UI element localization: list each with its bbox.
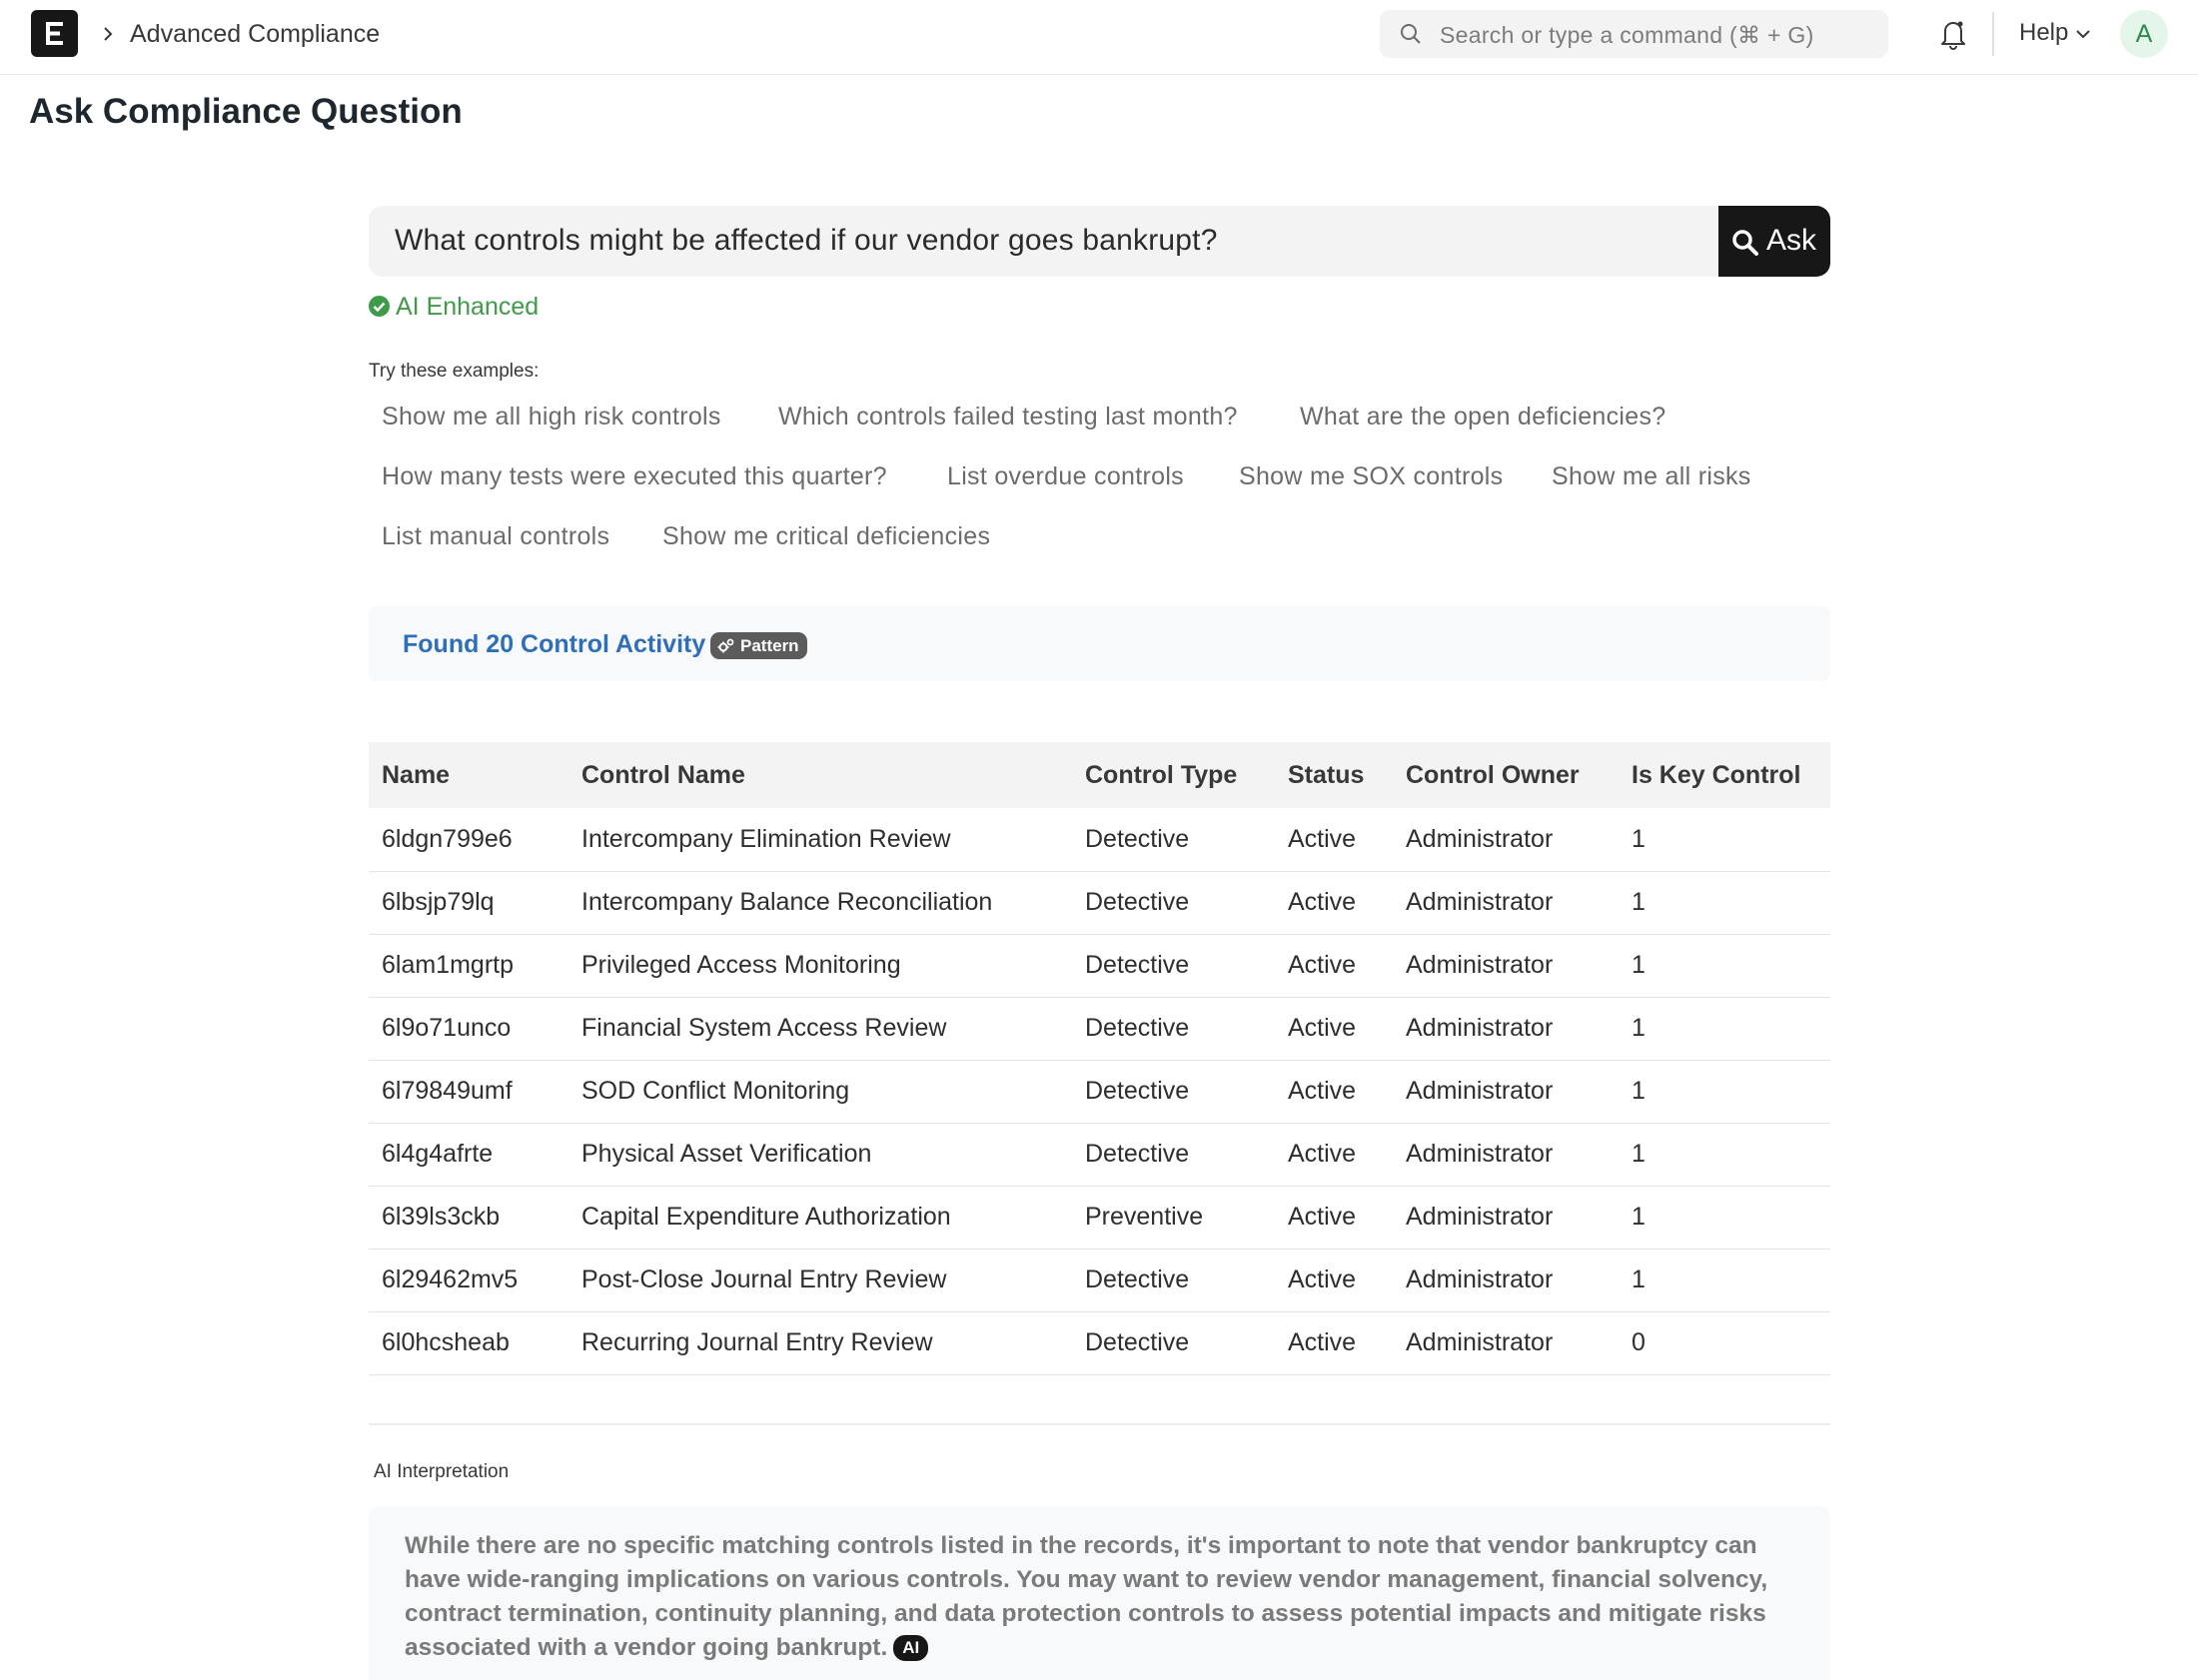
page-title: Ask Compliance Question — [29, 92, 463, 131]
cell-status: Active — [1288, 1014, 1357, 1042]
column-header-control-owner: Control Owner — [1406, 760, 1580, 789]
question-input-value: What controls might be affected if our vendor goes bankrupt? — [395, 224, 1218, 257]
table-row[interactable] — [369, 1060, 1830, 1123]
navbar-divider — [1992, 12, 1994, 56]
notification-bell-icon[interactable] — [1938, 17, 1968, 51]
example-chip[interactable]: Show me all risks — [1552, 462, 1751, 490]
cell-control-name: Intercompany Balance Reconciliation — [581, 888, 993, 916]
table-row[interactable] — [369, 997, 1830, 1060]
cell-control-type: Detective — [1085, 824, 1190, 853]
search-input[interactable] — [1380, 10, 1888, 58]
chevron-right-icon — [100, 23, 116, 45]
cell-control-type: Detective — [1085, 1328, 1190, 1356]
chevron-down-icon[interactable] — [2075, 28, 2091, 40]
cell-name[interactable]: 6l4g4afrte — [382, 1140, 494, 1168]
example-chip[interactable]: Show me SOX controls — [1239, 462, 1504, 490]
results-summary — [369, 606, 1830, 681]
cell-control-type: Detective — [1085, 1014, 1190, 1042]
cell-control-type: Detective — [1085, 1265, 1190, 1293]
example-chip[interactable]: Show me all high risk controls — [382, 403, 721, 430]
cell-name[interactable]: 6lam1mgrtp — [382, 951, 514, 979]
check-circle-icon — [369, 296, 390, 317]
cell-control-owner: Administrator — [1406, 1265, 1554, 1293]
results-count-link[interactable]: Found 20 Control Activity — [403, 630, 706, 658]
table-row[interactable] — [369, 934, 1830, 997]
cell-is-key-control: 1 — [1632, 1203, 1646, 1231]
cell-control-owner: Administrator — [1406, 1203, 1554, 1231]
table-row[interactable] — [369, 1311, 1830, 1374]
column-header-control-name: Control Name — [581, 760, 745, 789]
section-divider — [369, 1423, 1830, 1425]
cell-name[interactable]: 6lbsjp79lq — [382, 888, 495, 916]
cell-status: Active — [1288, 1203, 1357, 1231]
cell-name[interactable]: 6l9o71unco — [382, 1014, 512, 1042]
pattern-badge-label: Pattern — [740, 636, 799, 655]
cell-control-name: Financial System Access Review — [581, 1014, 947, 1042]
cell-control-type: Detective — [1085, 951, 1190, 979]
cell-control-name: Post-Close Journal Entry Review — [581, 1265, 947, 1293]
examples-label: Try these examples: — [369, 361, 540, 382]
cell-is-key-control: 1 — [1632, 951, 1646, 979]
ai-interpretation-box — [369, 1506, 1830, 1680]
cell-is-key-control: 1 — [1632, 1140, 1646, 1168]
ai-interpretation-body: While there are no specific matching controls listed in the records, it's important to note that vendor bankruptcy can have wide-ranging implications on various controls. You may want to review vendor management, financial solvency, contract termination, continuity planning, and data protection controls to assess potential impacts and mitigate risks associated with a vendor going bankrupt. — [405, 1532, 1768, 1661]
cell-control-type: Preventive — [1085, 1203, 1204, 1231]
example-chip[interactable]: Which controls failed testing last month? — [778, 403, 1238, 430]
cell-control-owner: Administrator — [1406, 951, 1554, 979]
table-row[interactable] — [369, 871, 1830, 934]
cell-control-name: Physical Asset Verification — [581, 1140, 872, 1168]
search-icon — [1731, 229, 1759, 257]
cell-control-type: Detective — [1085, 1140, 1190, 1168]
table-row[interactable] — [369, 1123, 1830, 1186]
ai-badge: AI — [893, 1635, 928, 1661]
cell-status: Active — [1288, 824, 1357, 853]
breadcrumb-advanced-compliance[interactable]: Advanced Compliance — [130, 20, 381, 48]
cell-control-owner: Administrator — [1406, 1014, 1554, 1042]
column-header-control-type: Control Type — [1085, 760, 1238, 789]
cell-status: Active — [1288, 1265, 1357, 1293]
cell-control-owner: Administrator — [1406, 1140, 1554, 1168]
cell-control-owner: Administrator — [1406, 824, 1554, 853]
cell-control-name: Privileged Access Monitoring — [581, 951, 901, 979]
search-placeholder: Search or type a command (⌘ + G) — [1440, 22, 1814, 48]
cell-status: Active — [1288, 1328, 1357, 1356]
example-chip[interactable]: List overdue controls — [947, 462, 1184, 490]
cell-control-owner: Administrator — [1406, 888, 1554, 916]
pattern-badge — [710, 632, 807, 659]
ai-interpretation-text — [405, 1529, 1803, 1665]
cell-control-name: Recurring Journal Entry Review — [581, 1328, 933, 1356]
cell-name[interactable]: 6l39ls3ckb — [382, 1203, 501, 1231]
cell-status: Active — [1288, 951, 1357, 979]
cell-is-key-control: 1 — [1632, 1265, 1646, 1293]
cell-control-name: SOD Conflict Monitoring — [581, 1077, 850, 1105]
ask-button-label: Ask — [1766, 224, 1817, 257]
cell-is-key-control: 0 — [1632, 1328, 1646, 1356]
cell-is-key-control: 1 — [1632, 824, 1646, 853]
example-chip[interactable]: What are the open deficiencies? — [1300, 403, 1666, 430]
column-header-is-key-control: Is Key Control — [1632, 760, 1801, 789]
column-header-name: Name — [382, 760, 451, 789]
cell-control-name: Intercompany Elimination Review — [581, 824, 951, 853]
cell-control-name: Capital Expenditure Authorization — [581, 1203, 951, 1231]
gears-icon — [717, 637, 735, 654]
ask-button[interactable] — [1718, 206, 1830, 277]
cell-name[interactable]: 6l29462mv5 — [382, 1265, 519, 1293]
ai-interpretation-label: AI Interpretation — [374, 1461, 510, 1482]
cell-name[interactable]: 6l0hcsheab — [382, 1328, 510, 1356]
cell-control-owner: Administrator — [1406, 1328, 1554, 1356]
help-menu[interactable]: Help — [2019, 19, 2069, 46]
cell-name[interactable]: 6l79849umf — [382, 1077, 513, 1105]
app-logo-icon[interactable] — [31, 10, 78, 57]
cell-is-key-control: 1 — [1632, 1077, 1646, 1105]
column-header-status: Status — [1288, 760, 1365, 789]
ai-enhanced-label: AI Enhanced — [396, 293, 540, 321]
example-chip[interactable]: How many tests were executed this quarter? — [382, 462, 887, 490]
table-row[interactable] — [369, 808, 1830, 871]
cell-control-owner: Administrator — [1406, 1077, 1554, 1105]
example-chip[interactable]: List manual controls — [382, 522, 610, 550]
example-chip[interactable]: Show me critical deficiencies — [662, 522, 991, 550]
table-row[interactable] — [369, 1249, 1830, 1311]
cell-control-type: Detective — [1085, 1077, 1190, 1105]
user-avatar[interactable]: A — [2120, 10, 2168, 58]
cell-is-key-control: 1 — [1632, 888, 1646, 916]
cell-status: Active — [1288, 1077, 1357, 1105]
cell-name[interactable]: 6ldgn799e6 — [382, 824, 513, 853]
cell-status: Active — [1288, 888, 1357, 916]
cell-is-key-control: 1 — [1632, 1014, 1646, 1042]
table-row[interactable] — [369, 1186, 1830, 1249]
question-input[interactable] — [369, 206, 1830, 277]
table-header-row — [369, 742, 1830, 808]
results-table — [369, 742, 1830, 1375]
top-navbar — [0, 0, 2198, 75]
cell-status: Active — [1288, 1140, 1357, 1168]
cell-control-type: Detective — [1085, 888, 1190, 916]
search-icon — [1400, 23, 1422, 45]
